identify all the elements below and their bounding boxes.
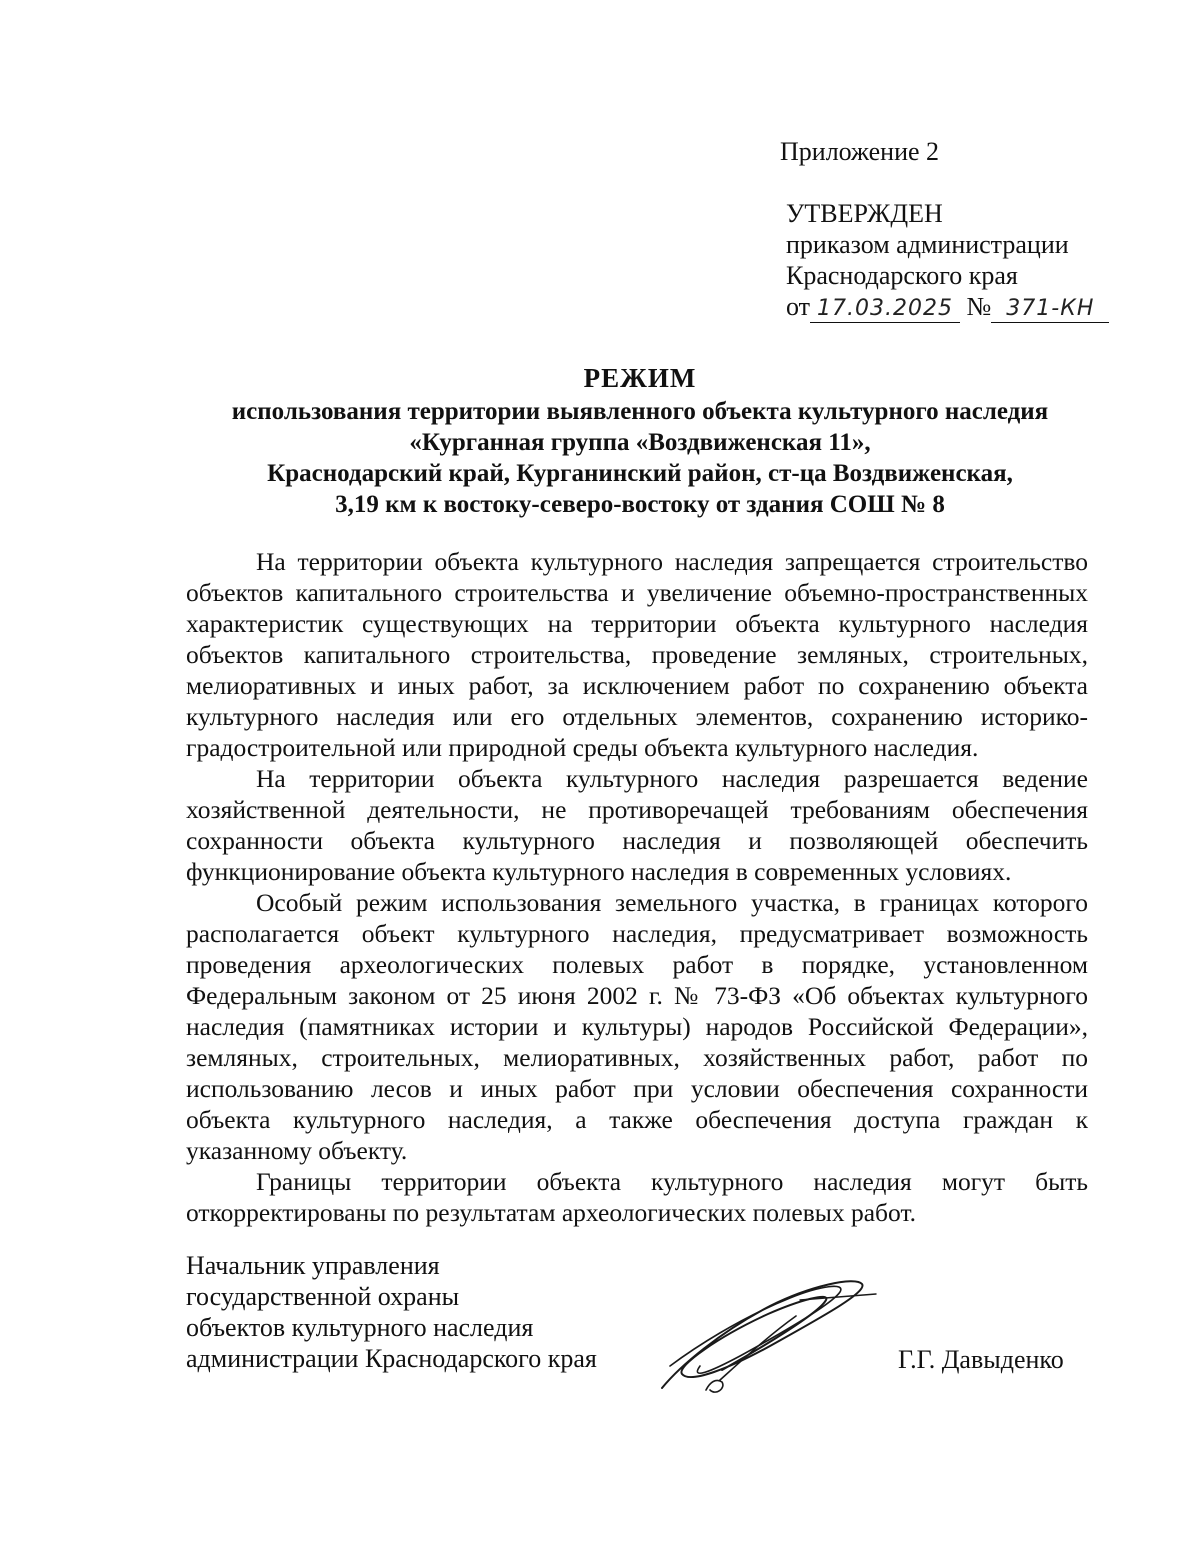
signer-position-line-4: администрации Краснодарского края xyxy=(186,1344,597,1373)
signer-position-line-2: государственной охраны xyxy=(186,1282,460,1311)
paragraph-special-regime: Особый режим использования земельного участка, в границах которого располагается объект культурного наследия, предусматривает возможность проведения археологических полевых работ в порядке, установленном Федеральным законом от 25 июня 2002 г. № 73-ФЗ «Об объектах культурного наследия (памятниках истории и культуры) народов Российской Федерации», земляных, строительных, мелиоративных, хозяйственных работ, работ по использованию лесов и иных работ при условии обеспечения сохранности объекта культурного наследия, а также обеспечения доступа граждан к указанному объекту. xyxy=(186,888,1088,1165)
date-value: 17.03.2025 xyxy=(817,296,954,321)
heading-title: РЕЖИМ xyxy=(583,363,697,393)
heading-line-3: Краснодарский край, Курганинский район, ст-ца Воздвиженская, xyxy=(267,460,1013,487)
signer-position xyxy=(186,1250,597,1374)
document-body xyxy=(186,546,1088,1228)
approval-line-1: приказом администрации xyxy=(786,230,1069,259)
heading-line-1: использования территории выявленного объекта культурного наследия xyxy=(231,398,1049,425)
signer-name: Г.Г. Давыденко xyxy=(898,1345,1064,1374)
date-field xyxy=(810,294,960,323)
paragraph-prohibitions: На территории объекта культурного наследия запрещается строительство объектов капитального строительства и увеличение объемно-пространственных характеристик существующих на территории объекта культурного наследия объектов капитального строительства, проведение земляных, строительных, мелиоративных и иных работ, за исключением работ по сохранению объекта культурного наследия или его отдельных элементов, сохранению историко-градостроительной или природной среды объекта культурного наследия. xyxy=(186,547,1088,762)
signer-position-line-1: Начальник управления xyxy=(186,1251,440,1280)
approval-status: УТВЕРЖДЕН xyxy=(786,199,943,228)
heading-line-2: «Курганная группа «Воздвиженская 11», xyxy=(409,429,871,456)
document-heading xyxy=(150,360,1130,520)
signer-position-line-3: объектов культурного наследия xyxy=(186,1313,534,1342)
date-prefix: от xyxy=(786,292,811,321)
paragraph-boundaries: Границы территории объекта культурного наследия могут быть откорректированы по результатам археологических полевых работ. xyxy=(186,1167,1088,1227)
number-field xyxy=(991,294,1109,323)
approval-block xyxy=(786,198,1109,323)
approval-line-2: Краснодарского края xyxy=(786,261,1018,290)
paragraph-permissions: На территории объекта культурного наследия разрешается ведение хозяйственной деятельности, не противоречащей требованиям обеспечения сохранности объекта культурного наследия и позволяющей обеспечить функционирование объекта культурного наследия в современных условиях. xyxy=(186,764,1088,886)
heading-line-4: 3,19 км к востоку-северо-востоку от здания СОШ № 8 xyxy=(335,491,945,518)
number-value: 371-КН xyxy=(1006,296,1095,321)
approval-date-line xyxy=(786,291,1109,323)
number-prefix: № xyxy=(966,292,992,321)
handwritten-signature xyxy=(650,1270,880,1400)
appendix-label: Приложение 2 xyxy=(780,137,940,166)
